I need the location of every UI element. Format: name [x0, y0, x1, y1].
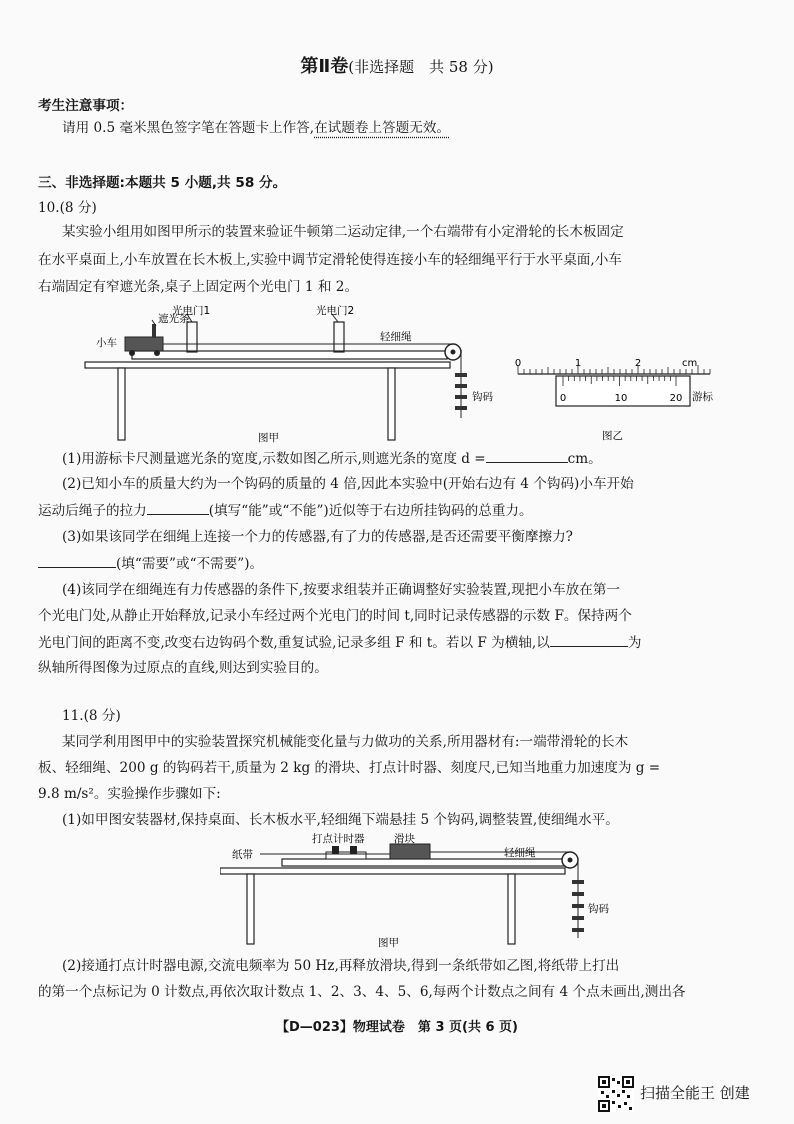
q11-part-2-line-1: (2)接通打点计时器电源,交流电频率为 50 Hz,再释放滑块,得到一条纸带如乙图,将纸带上打出: [62, 958, 620, 974]
pulley-axle: [451, 350, 456, 355]
q11-part-2-line-2: 的第一个点标记为 0 计数点,再依次取计数点 1、2、3、4、5、6,每两个计数点之间有 4 个点未画出,测出各: [38, 984, 686, 1000]
q10-number: 10.(8 分): [38, 200, 97, 216]
label-rope: 轻细绳: [504, 847, 536, 859]
table-top: [220, 868, 565, 874]
q10-part-1-text: (1)用游标卡尺测量遮光条的宽度,示数如图乙所示,则遮光条的宽度 d =: [62, 451, 486, 467]
q10-part-4-line-3: [38, 632, 641, 653]
table-leg-left: [118, 368, 125, 440]
q10-part-3-line-2: [38, 553, 263, 574]
q11-number: 11.(8 分): [62, 708, 121, 724]
table-leg-right: [508, 874, 515, 944]
cart-wheel-left: [129, 350, 135, 356]
label-shade-strip: 遮光条: [158, 313, 190, 325]
label-weights: 钩码: [588, 903, 609, 915]
shade-strip: [152, 324, 156, 338]
part-title-main: 第Ⅱ卷: [300, 56, 349, 77]
q11-intro-line-1: 某同学利用图甲中的实验装置探究机械能变化量与力做功的关系,所用器材有:一端带滑轮的长木: [62, 734, 629, 750]
long-board: [282, 859, 567, 866]
vernier-tick-label-10: 10: [614, 393, 628, 404]
figure-a-caption: 图甲: [258, 432, 279, 444]
label-gate-2: 光电门2: [316, 305, 355, 317]
q11-figure-a: [220, 830, 640, 950]
q10-part-2-line-1: (2)已知小车的质量大约为一个钩码的质量的 4 倍,因此本实验中(开始右边有 4 个钩码)小车开始: [62, 476, 634, 492]
q10-part-1-unit: cm。: [567, 451, 602, 467]
timer-post-left: [332, 846, 339, 854]
cart: [125, 337, 163, 351]
notice-text: [62, 118, 450, 138]
label-cart: 小车: [96, 337, 117, 349]
long-board: [132, 351, 447, 359]
qr-code-icon: [598, 1076, 634, 1112]
q10-part-4-line-4: 纵轴所得图像为过原点的直线,则达到实验目的。: [38, 660, 328, 676]
part-title-sub: (非选择题 共 58 分): [348, 58, 494, 76]
vernier-label: 游标: [692, 391, 713, 403]
table-leg-left: [247, 874, 254, 944]
notice-text-dotted: 在试题卷上答题无效。: [314, 120, 451, 136]
q10-intro-line-3: 右端固定有窄遮光条,桌子上固定两个光电门 1 和 2。: [38, 279, 359, 295]
photo-gate-1: [187, 322, 197, 352]
part-title: [0, 52, 794, 78]
notice-text-plain: 请用 0.5 毫米黑色签字笔在答题卡上作答,: [62, 120, 315, 136]
q11-intro-line-2: 板、轻细绳、200 g 的钩码若干,质量为 2 kg 的滑块、打点计时器、刻度尺,已知当地重力加速度为 g =: [38, 760, 661, 776]
table-top: [85, 362, 450, 368]
main-tick-label-2: 2: [634, 358, 642, 369]
answer-blank-d[interactable]: [486, 448, 568, 463]
q10-part-2-line-2: [38, 500, 533, 521]
label-gate-1: 光电门1: [172, 305, 211, 317]
scanner-watermark: 扫描全能王 创建: [640, 1084, 750, 1102]
q11-intro-line-3: 9.8 m/s²。实验操作步骤如下:: [38, 786, 221, 802]
q10-part-4-line-1: (4)该同学在细绳连有力传感器的条件下,按要求组装并正确调整好实验装置,现把小车放在第一: [62, 582, 621, 598]
q10-part-3-text: (填“需要”或“不需要”)。: [116, 556, 264, 572]
q10-intro-line-1: 某实验小组用如图甲所示的装置来验证牛顿第二运动定律,一个右端带有小定滑轮的长木板固定: [62, 224, 624, 240]
notice-heading: 考生注意事项：: [38, 98, 134, 114]
table-leg-right: [388, 368, 395, 440]
page-footer: 【D—023】物理试卷 第 3 页(共 6 页): [275, 1020, 518, 1035]
answer-blank-can[interactable]: [147, 500, 209, 515]
photo-gate-2: [334, 322, 344, 352]
q10-figure-b-caliper: [510, 352, 730, 447]
q10-part-1: [62, 448, 602, 469]
figure-b-caption: 图乙: [602, 430, 623, 442]
q10-part-2-text-a: 运动后绳子的拉力: [38, 503, 147, 519]
timer-post-right: [350, 846, 357, 854]
q10-part-4-text-b: 为: [627, 635, 642, 651]
answer-blank-need[interactable]: [38, 553, 116, 568]
q10-part-3-line-1: (3)如果该同学在细绳上连接一个力的传感器,有了力的传感器,是否还需要平衡摩擦力?: [62, 529, 573, 545]
label-rope: 轻细绳: [380, 331, 412, 343]
main-tick-label-0: 0: [514, 358, 522, 369]
q10-part-4-text-a: 光电门间的距离不变,改变右边钩码个数,重复试验,记录多组 F 和 t。若以 F 为横轴,以: [38, 635, 550, 651]
vernier-tick-label-0: 0: [559, 393, 567, 404]
q10-figure-a: [80, 300, 500, 450]
section-heading: 三、非选择题:本题共 5 小题,共 58 分。: [38, 175, 287, 191]
main-tick-label-1: 1: [574, 358, 582, 369]
label-timer: 打点计时器: [312, 833, 365, 845]
vernier-tick-label-20: 20: [669, 393, 683, 404]
pulley-axle: [568, 858, 573, 863]
figure-caption: 图甲: [378, 937, 399, 949]
label-weights: 钩码: [472, 391, 493, 403]
q10-intro-line-2: 在水平桌面上,小车放置在长木板上,实验中调节定滑轮使得连接小车的轻细绳平行于水平桌面,小车: [38, 252, 622, 268]
q11-part-1: (1)如甲图安装器材,保持桌面、长木板水平,轻细绳下端悬挂 5 个钩码,调整装置,使细绳水平。: [62, 812, 619, 828]
label-block: 滑块: [394, 833, 415, 845]
q10-part-2-text-b: (填写“能”或“不能”)近似等于右边所挂钩码的总重力。: [208, 503, 533, 519]
main-scale-unit: cm: [682, 358, 698, 369]
q10-part-4-line-2: 个光电门处,从静止开始释放,记录小车经过两个光电门的时间 t,同时记录传感器的示数 F。保持两个: [38, 608, 632, 624]
cart-wheel-right: [154, 350, 160, 356]
answer-blank-axis[interactable]: [550, 632, 628, 647]
label-tape: 纸带: [232, 849, 253, 861]
slider-block: [390, 844, 430, 859]
